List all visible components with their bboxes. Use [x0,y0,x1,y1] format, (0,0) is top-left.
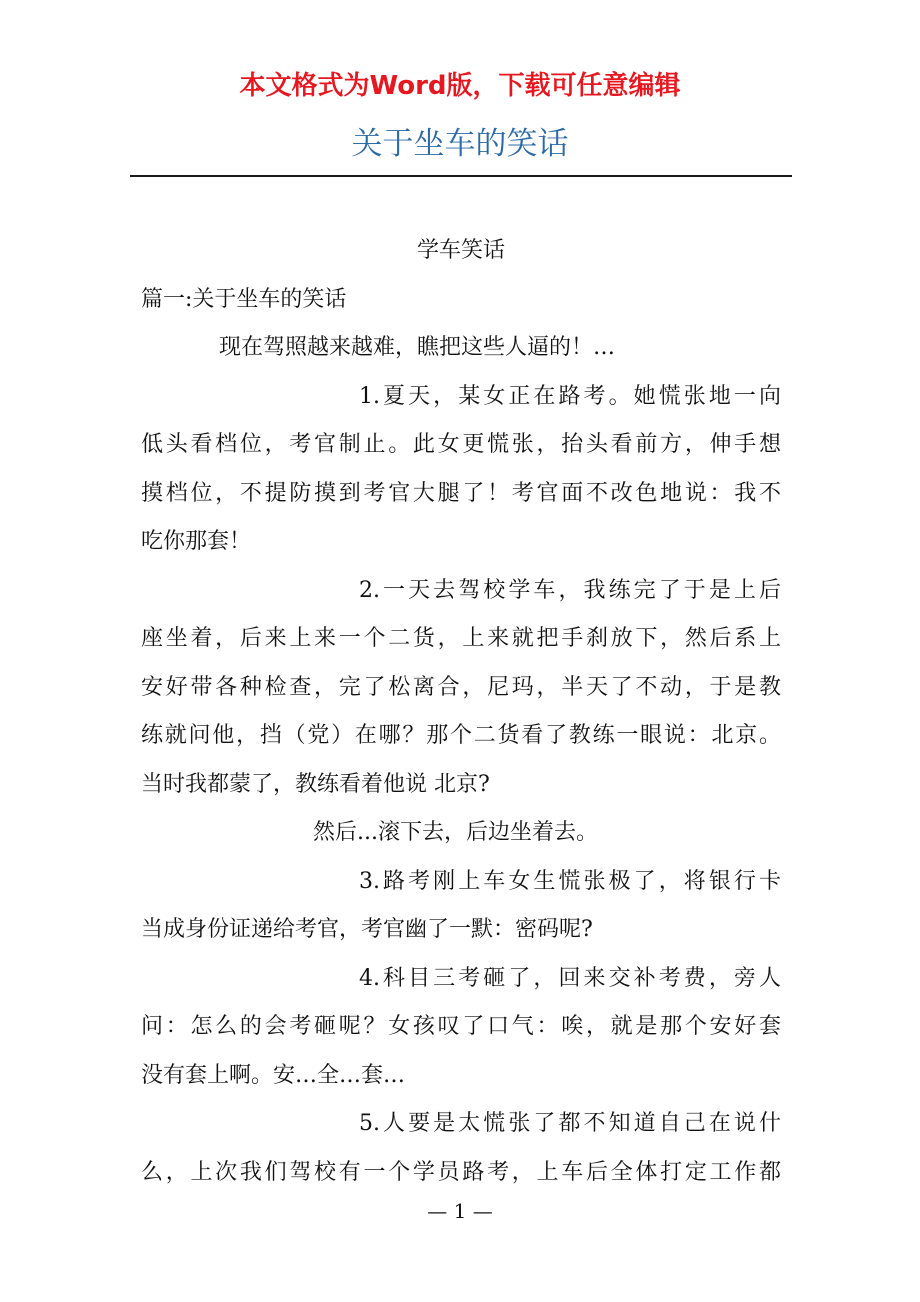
intro-paragraph: 现在驾照越来越难，瞧把这些人逼的！… [219,335,616,360]
joke-2-line-1: 2.一天去驾校学车，我练完了于是上后 [359,577,781,603]
joke-1-line-4: 吃你那套！ [141,529,252,554]
joke-5-line-1: 5.人要是太慌张了都不知道自己在说什 [359,1111,781,1136]
joke-2-line-2: 座坐着，后来上来一个二货，上来就把手刹放下，然后系上 [141,626,781,651]
joke-2-line-3: 安好带各种检查，完了松离合，尼玛，半天了不动，于是教 [141,674,781,700]
chapter-heading: 篇一:关于坐车的笑话 [141,286,347,312]
joke-2-punchline: 然后...滚下去，后边坐着去。 [313,820,598,845]
page-number: — 1 — [427,1199,493,1223]
format-banner: 本文格式为Word版，下载可任意编辑 [239,71,681,101]
joke-5-line-2: 么，上次我们驾校有一个学员路考，上车后全体打定工作都 [141,1159,781,1185]
joke-1-line-2: 低头看档位，考官制止。此女更慌张，抬头看前方，伸手想 [141,432,781,457]
title-divider [130,175,792,177]
joke-4-line-3: 没有套上啊。安…全…套… [141,1062,406,1088]
joke-2-line-4: 练就问他，挡（党）在哪？那个二货看了教练一眼说：北京。 [141,723,781,748]
document-title: 关于坐车的笑话 [351,126,569,162]
section-subtitle: 学车笑话 [416,238,505,263]
joke-2-line-5: 当时我都蒙了，教练看着他说 北京? [141,771,490,797]
joke-4-line-2: 问：怎么的会考砸呢？女孩叹了口气：唉，就是那个安好套 [141,1014,781,1039]
document-body [141,227,781,1197]
joke-3-line-2: 当成身份证递给考官，考官幽了一默：密码呢? [141,917,593,942]
joke-3-line-1: 3.路考刚上车女生慌张极了，将银行卡 [359,868,781,894]
joke-1-line-3: 摸档位，不提防摸到考官大腿了！考官面不改色地说：我不 [141,480,781,506]
joke-4-line-1: 4.科目三考砸了，回来交补考费，旁人 [359,965,781,991]
joke-1-line-1: 1.夏天，某女正在路考。她慌张地一向 [359,383,781,409]
